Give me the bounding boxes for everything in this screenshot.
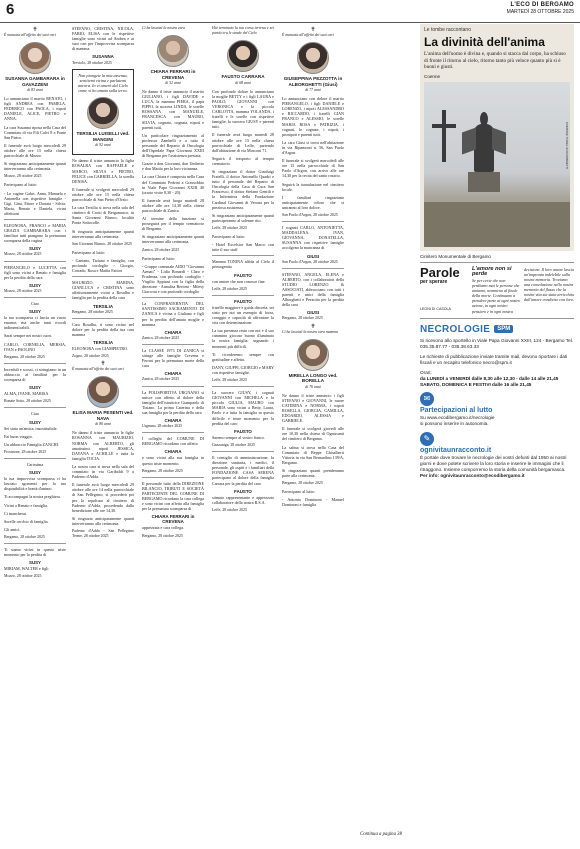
condolence-text: stimato rappresentante e apprezzato collaboratore della nostra R.S.A. xyxy=(212,494,274,505)
condolence-text: con amore che non conosce fine. xyxy=(212,278,266,284)
condolence-text: Mamma TONINA affida al Cielo il primogenito xyxy=(212,259,274,270)
obituary-text: Si ringraziano anticipatamente quanti parteciperanno al solenne rito. xyxy=(212,212,274,223)
obituary-text: Il funerale avrà luogo mercoledì 29 ottobre alle ore 14 nella parrocchiale di San Pellegrino; si procederà poi per la sepoltura al cimitero di Paderno d'Adda, procedendo dalla benedizione alle ore 14,30. xyxy=(72,482,134,513)
condolence-date: Bergamo, 28 ottobre 2025 xyxy=(4,534,45,539)
condolence-text: ELEONORA, FRANCO e MARIA GRAZIA GAMBARARA con i familiari tutti piangono la prematura scomparsa della cugina xyxy=(4,222,66,244)
condolence-name: CHIARA xyxy=(164,417,182,423)
condolence-text: fratello maggiore e guida discreta, sei stato per noi un esempio di forza, coraggio e capacità di affrontare la vita con determinazione. xyxy=(212,304,274,326)
hours-weekend: SABATO, DOMENICA E FESTIVI dalle 16 alle 21,45 xyxy=(420,382,532,388)
condolence-text: Vicini a Renato e famiglia. xyxy=(4,502,48,508)
portrait-photo xyxy=(87,97,119,129)
condolence-date: Mozzo, 28 ottobre 2025 xyxy=(4,288,42,293)
statue-pedestal-shape xyxy=(468,172,500,192)
feature-article xyxy=(420,24,574,251)
divider xyxy=(4,543,66,544)
condolence-name: FAUSTO xyxy=(234,428,252,434)
condolence-date: Bergamo, 28 ottobre 2025 xyxy=(142,468,183,473)
obituary-text: - Gruppo comunale AIDO "Giovanna Armati" - Lidia Bonardi - Claro e Prudenza, con profondo cordoglio - Virgilio Appiani con la figlia della direzione - Annalisa Bertoni - Milesy Giacconi e con profondo cordoglio xyxy=(142,263,204,295)
obituary-text: Si ringraziano anticipatamente quanti interverranno alla cerimonia. xyxy=(4,161,66,172)
obituary-text: Il funerale avrà luogo mercoledì 29 ottobre alle ore 15 nella chiesa parrocchiale di Mozzo. xyxy=(4,142,66,159)
article-lead: L'anima dell'uomo è divina e, quando si stacca dal corpo, ha schiuso di fronte il ritorno al cielo, ritorno tanto più veloce quanto più si è buoni e giusti. xyxy=(424,51,566,71)
condolence-text: STEFANO, ANGELA, ELENA e ALBERTO, con i collaboratori della STUDIO LORENZO & ASSOCIATI, abbracciano con tutti i parenti e unici della famiglia Alborghetti e Pezzotta per la perdita della cara xyxy=(282,271,344,308)
obituary-text: Grazie a don Giovanni, don Umberto e don Mattia per la loro vicinanza. xyxy=(142,161,204,172)
condolence-date: Bergamo, 28 ottobre 2025 xyxy=(4,354,45,359)
condolence-name: GIUSI xyxy=(307,310,319,316)
parole-headline: L'amore non si perde xyxy=(472,265,512,277)
portrait-photo xyxy=(157,35,189,67)
obituary-date: San Paolo d'Argon, 28 ottobre 2025 xyxy=(282,212,338,217)
photo-credit: CORINNE TODEL /CAPAMBRETTI xyxy=(565,121,569,170)
condolence-name: CHIARA xyxy=(164,371,182,377)
condolence-text: Ci mancherai. xyxy=(4,510,27,516)
memorial-verse: Hai terminato la tua corsa terrena e sei partito tra le strade del Cielo xyxy=(212,26,274,36)
obituary-text: La salma si trova nella Casa del Commiato di Beppe Ghisalberti Vittoria in via San Bernardino 139/A, Bergamo. xyxy=(282,444,344,465)
obituary-text: I familiari ringraziano anticipatamente coloro che si uniranno al loro dolore. xyxy=(282,194,344,210)
condolence-text: STEFANO, CRISTINA, NICOLA, FABIO, ELISA con le rispettive famiglie sono vicini ad Andrea e ai suoi cari per l'improvvisa scomparsa di mamma xyxy=(72,26,134,52)
condolence-text: apprezzata e cara collega. xyxy=(142,525,185,531)
condolence-text: ALMA, IVANE, MARISA xyxy=(4,391,49,397)
divider xyxy=(4,219,66,220)
condolence-name: TERSILIA xyxy=(92,340,113,345)
divider xyxy=(4,363,66,364)
obituary-text: - Antonio Dominoni - Manuel Dominoni e famiglia xyxy=(282,497,344,508)
condolence-text: Sei stata un'amica, insostituibile. xyxy=(4,425,58,431)
ogni-vita-text: È portale dove trovare le necrologie dei vostri defunti dal 1950 ai nostri giorni e dove potete scrivere la loro storia e inserire le immagini che li ritraggono. Insieme comporremo la storia della comunità bergamasca. xyxy=(420,454,567,472)
deceased-age: di 68 anni xyxy=(235,80,251,85)
email-info: Le richieste di pubblicazione inviate tramite mail, devono riportare i dati fiscali e un recapito telefonico necro@spm.it xyxy=(420,353,568,365)
obituary-text: - Hotel Excelsior San Marco con tutte il suo staff xyxy=(212,242,274,253)
obituary-text: Il funerale avrà luogo martedì 28 ottobre alle ore 14,30 nella chiesa parrocchiale di Zanica. xyxy=(142,197,204,213)
obituary-text: Ne danno il triste annuncio le figlie ROSANNA con MAURIZIO, NORMA con ALBERTO, gli amatissimi nipoti JESSICA, DAYANA e ACHILLE e tutta la famiglia TOCIA. xyxy=(72,430,134,461)
condolence-text: Ti accompagni la nostra preghiera. xyxy=(4,494,61,500)
obituary-intro: È mancata all'affetto dei suoi cari xyxy=(282,33,334,38)
condolence-name: FAUSTO xyxy=(234,272,252,278)
condolence-date: Urgnano, 28 ottobre 2025 xyxy=(142,424,183,429)
obituary-text: Al termine della funzione si proseguirà per il tempio crematorio di Bergamo. xyxy=(142,216,204,232)
condolence-text: I colleghi del COMUNE DI BERGAMO ricordano con affetto xyxy=(142,436,204,447)
condolence-text: Il personale tutto della DIREZIONE BILANCIO, TRIBUTI E SOCIETÀ PARTECIPATE DEL COMUNE DI BERGAMO ricordano la cara collega e sono vicini con affetto alla famiglia per la prematura scomparsa di xyxy=(142,480,204,512)
obituary-date: Leffe, 28 ottobre 2025 xyxy=(212,225,247,230)
obituary-intro: È mancata all'affetto dei suoi cari xyxy=(4,33,56,38)
condolence-text: Ti ricorderemo sempre con gratitudine e affetto. xyxy=(212,351,274,362)
condolence-text: La CLASSE 1973 DI ZANICA si stringe alle famiglie Crevena e Ferrari per la prematura morte della cara xyxy=(142,347,204,369)
obituary-text: La cara Chiara è composta nella Casa del Commiato Pedrini a Grassobbio in Viale Papa Giovanni XXIII 40 (orario visite 8,30 - 20). xyxy=(142,174,204,195)
condolence-text: CARLO, CORNELIA, MERSIA, IVAN e PAOLINO xyxy=(4,341,66,352)
condolence-text: Increduli e scossi, ci stringiamo in un abbraccio ai familiari per la scomparsa di xyxy=(4,366,66,383)
condolence-text: ELEONORA con GIAMPIETRO. xyxy=(72,346,129,352)
condolence-text: Ti siamo vicini in questo triste momento per la perdita di xyxy=(4,547,66,558)
obituary-text: Il funerale si svolgerà mercoledì 29 ottobre alle ore 15 nella chiesa parrocchiale di San Pietro d'Orzio. xyxy=(72,186,134,203)
condolence-text: La POLISPORTIVA URGNANO si unisce con affetto al dolore della famiglia dell'istruttrice Giampaolo di Tiziano. La prima Caterina e della sua famiglia per la perdita della cara xyxy=(142,389,204,415)
obituary-text: Il funerale si svolgerà mercoledì alle ore 15 nella parrocchiale di San Paolo d'Argon, con arrivo alle ore 14,30 per la recita del santo rosario. xyxy=(282,158,344,179)
condolence-name: FAUSTO xyxy=(234,488,252,494)
condolence-name: CHIARA xyxy=(164,449,182,455)
condolence-date: Frosinone, 28 ottobre 2025 xyxy=(4,449,47,454)
angel-statue-shape xyxy=(474,124,494,172)
divider xyxy=(212,255,274,256)
condolence-date: Bergamo, 28 ottobre 2025 xyxy=(282,316,323,321)
condolence-text: Ciao xyxy=(31,411,39,417)
parole-text-column xyxy=(524,267,574,314)
parole-text: decisione. Il loro amore lascia un'impronta indelebile sulla nostra memoria. Troviamo una consolazione nella nostra memoria del flusso che la nostra vita sia stata arricchita dall'amore condiviso con loro. xyxy=(524,266,574,303)
deceased-age: di 76 anni xyxy=(305,384,321,389)
condolence-date: Gazzaniga, 28 ottobre 2025 xyxy=(212,442,255,447)
cross-icon: ✝ xyxy=(32,27,38,33)
condolence-name: SUSY xyxy=(29,246,41,252)
obituary-text: - Le cugine Gabri, Anna, Manuela e Antonella con rispettive famiglie - Gigi, Gina, Ettore e Donata - Silvia, Maria, Renato e Daniela, vicini affettuosi xyxy=(4,190,66,216)
condolence-name: SUSY xyxy=(29,419,41,425)
obituary-date: Bergamo, 28 ottobre 2025 xyxy=(282,481,323,486)
obituary-text: Partecipano al lutto: xyxy=(212,234,245,240)
condolence-text: la tua scomparsa ci lascia un vuoto enorme, ma anche tanti ricordi indimenticabili. xyxy=(4,315,66,331)
obituary-text: Si ringrazia anticipatamente quanti interverranno alla cerimonia. xyxy=(72,515,134,526)
condolence-icon: ✉ xyxy=(420,392,434,406)
obituary-text: - Gaetano, Tiziano e famiglia, con profondo cordoglio - Giorgio, Corrado, Rosa e Mattia Fattori xyxy=(72,257,134,274)
parole-title: Parole xyxy=(420,264,460,280)
cross-icon: ✝ xyxy=(310,27,316,33)
obituary-text: Ne danno il triste annuncio il marito GIULIANO, i figli DAVIDE e LUCA, la mamma PIERA, il papà PIPPO, la suocera LINDA, le sorelle ROSSANA con MANUELE, FRANCESCA con MAURO, SILVIA, cognato, cognata, nipoti e parenti tutti. xyxy=(142,89,204,130)
obituary-text: Un particolare ringraziamento al professor Zambelli e a tutto il personale del Reparto di Oncologia dell'Ospedale Papa Giovanni XXIII di Bergamo per l'assistenza prestata. xyxy=(142,132,204,159)
portrait-photo xyxy=(19,42,51,74)
deceased-age: di 52 anni xyxy=(165,80,181,85)
condolence-name: SUSY xyxy=(29,309,41,315)
obituary-column-4 xyxy=(212,26,274,844)
condolence-name: SUSANNA xyxy=(92,54,114,60)
condolence-date: Mozzo, 28 ottobre 2025 xyxy=(4,252,42,257)
deceased-name: GIUSEPPINA PEZZOTTA in ALBORGHETTI (Giusi) xyxy=(283,76,343,87)
condolence-text: Sarai sempre nei nostri cuori. xyxy=(4,333,53,339)
ogni-vita-contact[interactable]: Per info: ognivitaunracconto@ecodibergamo.it xyxy=(420,472,525,478)
condolence-date: Leffe, 28 ottobre 2025 xyxy=(212,378,247,382)
divider xyxy=(142,477,204,478)
portrait-photo xyxy=(297,42,329,74)
obituary-text: Seguirà il trasporto al tempio crematorio. xyxy=(212,155,274,166)
obituary-text: Partecipano al lutto: xyxy=(4,182,37,188)
sidebar-right xyxy=(420,24,574,483)
condolence-date: Leffe, 28 ottobre 2025 xyxy=(212,507,247,512)
necrologie-title: NECROLOGIE xyxy=(420,323,491,335)
obituary-text: Lo annunciano con dolore il marito PIERANGELO, i figli DANIELE e LORENZO, i nipoti ALESSANDRO e RICCARDO, i fratelli GIAN FRANCO e ALESSIO, le sorelle MARIA ROSA e PATRIZIA, i cognati, le cognate, i nipoti, i pronipoti e parenti tutti. xyxy=(282,96,344,137)
condolence-text: I cognati CARLO, ANTONIETTA, MADDALENA, IVAN, GIOVANNA, DONATELLA, SUSANNA con rispettive famiglie accolgono la mancanza di xyxy=(282,225,344,251)
condolence-text: Carissima xyxy=(26,461,44,467)
condolence-text: Ciao xyxy=(31,301,39,306)
obituary-text: Si ringraziano il dottor Gianluigi Fratelli, il dottor Antonello Quadri e tutto il personale del Reparto di Oncologia della Casa di Cura San Francesco, il dottor Stefano Gentili e la Infermiera della Fondazione Cardinal Giovanni di Verona per la preziosa assistenza. xyxy=(212,169,274,210)
portrait-photo xyxy=(227,40,259,72)
article-author: Coenne xyxy=(424,73,441,79)
hours-weekdays: da LUNEDÌ a VENERDÌ dalle 8,30 alle 12,30 - dalle 14 alle 21,45 xyxy=(420,376,559,382)
cross-statue-shape xyxy=(432,124,456,128)
condolence-text: Il consiglio di amministrazione, la direzione sanitaria, i medici, il personale, gli ospiti e i familiari della FONDAZIONE CASA SERENA partecipano al dolore della famiglia Carrara per la perdita del caro xyxy=(212,455,274,486)
necrologie-info xyxy=(420,338,574,479)
parole-heading-block xyxy=(420,264,468,314)
obituary-column-3 xyxy=(142,26,204,844)
continued-on-page: Continua a pagina 38 xyxy=(360,832,402,837)
obituary-intro: Ci ha lasciati la nostra cara xyxy=(142,26,185,30)
spm-logo: SPM xyxy=(494,325,513,333)
cross-icon: ✝ xyxy=(310,323,316,330)
deceased-name: CHIARA FERRARI in CREVENA xyxy=(150,69,196,80)
obituary-text: Ne danno il triste annuncio la figlia ROSALBA con RAFFAELE e MARCO, SILVIA e PIETRO, FELICE con GABRIELLA, la sorella DENISA. xyxy=(72,158,134,184)
obituary-intro: Ci ha lasciati la nostra cara mamma xyxy=(282,329,338,334)
condolence-date: Treviolo, 28 ottobre 2025 xyxy=(72,60,112,65)
deceased-name: TERSILIA LUISELLI ved. MANGINI xyxy=(76,131,130,142)
condolence-date: San Paolo d'Argon, 28 ottobre 2025 xyxy=(282,259,338,264)
deceased-age: di 86 anni xyxy=(95,422,111,427)
divider xyxy=(212,295,274,296)
divider xyxy=(72,318,134,319)
obituary-column-5 xyxy=(282,26,344,832)
obituary-text: Ne danno il triste annuncio i figli STEFANO e GIOVANNI, le nuore CATERINA e NORMA, i nipoti ROSELLA, GIORGIA, CAMILLA, EDOARDO, ALESSIA e GABRIELE. xyxy=(282,392,344,424)
page-number: 6 xyxy=(6,1,15,18)
divider xyxy=(282,268,344,269)
condolence-date: Leffe, 28 ottobre 2025 xyxy=(212,286,247,291)
obituary-text: La nostra cara si trova nella sala del commiato in via Garibaldi 9 a Paderno d'Adda. xyxy=(72,463,134,480)
obituary-text: Si ringraziano anticipatamente quanti interverranno alla cerimonia. xyxy=(142,234,204,245)
condolence-text: Un abbraccio Famiglia ZANCHI. xyxy=(4,441,60,447)
condolence-date: Zanica, 28 ottobre 2025 xyxy=(142,377,180,382)
obituary-intro: È mancata all'affetto dei suoi cari xyxy=(72,367,124,372)
condolence-text: Sorelle cerchio di famiglia. xyxy=(4,518,49,524)
hours-label: Orari: xyxy=(420,370,432,375)
divider xyxy=(4,407,66,408)
condolence-name: FAUSTO xyxy=(234,298,252,304)
condolence-text: La CONFRATERNITA DEL SANTISSIMO SACRAMENTO DI ZANICA è vicina a Giuliano e figli per la perdita dell'amata moglie e mamma xyxy=(142,301,204,327)
divider xyxy=(142,297,204,298)
condolence-text: Saremo sempre al vostro fianco. xyxy=(212,434,265,440)
parole-per-sperare xyxy=(420,263,574,319)
deceased-name: FAUSTO CARRARA xyxy=(221,74,265,80)
condolence-text: la tua improvvisa scomparsa ci ha lasciato sgomenti per la tua disponibilità e bontà d'animo. xyxy=(4,476,66,492)
deceased-name: ELISA MARIA PESENTI ved. NAVA xyxy=(72,410,134,421)
condolence-name: TERSILIA xyxy=(92,303,113,309)
condolence-text: e sono vicini alla sua famiglia in questo triste momento. xyxy=(142,455,204,466)
condolence-date: Zanica, 28 ottobre 2025 xyxy=(142,335,180,340)
condolence-text: MIRIAM, WALTER e figli xyxy=(4,566,49,572)
obituary-text: Partecipano al lutto: xyxy=(282,489,315,495)
condolence-text: Gli amici. xyxy=(4,526,21,532)
deceased-name: SUSANNA GAMBARARA in GAVAZZENI xyxy=(5,76,65,87)
condolence-text: PIERANGELO e LUCETTA con figli sono vicini a Renato e famiglia per la perdita della cara xyxy=(4,264,66,280)
deceased-age: di 83 anni xyxy=(27,88,43,92)
condolence-text: La tua presenza resta con noi e il suo cammino giocoso buono illuminato la nostra famiglia, segnando i momenti più difficili. xyxy=(212,328,274,349)
page-header xyxy=(0,0,580,23)
divider xyxy=(282,221,344,222)
angel-wing-shape xyxy=(492,127,506,154)
condolence-date: Bergamo, 28 ottobre 2025 xyxy=(72,309,113,314)
obituary-text: La cara Tersilia si trova nella sala del cimitero di Crotti di Bergamasco, in Santa Giovanni Bianco, località Ponte Sottocolle. xyxy=(72,205,134,226)
cross-statue-shape xyxy=(442,110,446,162)
deceased-age: di 92 anni xyxy=(95,143,111,148)
condolence-name: SUSY xyxy=(29,282,41,288)
condolence-date: Zogno, 28 ottobre 2025 xyxy=(72,354,109,359)
condolence-name: GIUSI xyxy=(307,253,319,259)
article-kicker: Le tombe raccontano xyxy=(424,27,471,33)
obituary-text: Partecipano al lutto: xyxy=(142,255,175,261)
partecipazioni-text: si possono inserire in autonomia. xyxy=(420,421,489,427)
obituary-text: La cara Susanna riposa nella Casa del Commiato di via Fili Calvi 8 a Ponte San Pietro. xyxy=(4,124,66,140)
memorial-verse: Non piangete la mia assenza, sentitemi vicina e parlatemi ancora. Io vi amerò dal Cielo come vi ho amato sulla terra. xyxy=(78,72,128,94)
cemetery-photo xyxy=(424,82,570,247)
divider xyxy=(212,451,274,452)
parole-text-column xyxy=(472,267,520,314)
obituary-box xyxy=(72,69,134,156)
article-title: La divinità dell'anima xyxy=(424,35,545,49)
condolence-text: Cara Rosalba, ti sono vicino nel dolore per la perdita della tua cara mamma xyxy=(72,321,134,337)
story-icon: ✎ xyxy=(420,432,434,446)
parole-author: LEONI DI CASOLA xyxy=(420,306,451,311)
deceased-name: MIRELLA LONGO ved. BORELLA xyxy=(288,372,338,384)
ogni-vita-title[interactable]: ognivitaunracconto.it xyxy=(420,446,492,454)
condolence-text: DANY, GIUPPI, GIORGIO e MARY con rispettive famiglie. xyxy=(212,364,274,375)
deceased-age: di 77 anni xyxy=(305,88,321,92)
ground-shape xyxy=(424,202,570,247)
obituary-text: Lo annunciano il marito RENATO, i figli ANDREA con PAMELA, FEDERICO con PAOLA, i nipoti DANIELE, ALICE, PIETRO e ANNA. xyxy=(4,96,66,122)
condolence-name: SUSY xyxy=(29,470,41,476)
condolence-text: Fai buon viaggio. xyxy=(4,433,33,439)
obituary-text: Con profondo dolore lo annunciano la moglie BETTY e i figli LAURA e PAOLO, GIOVANNI con VERONICA e la piccola CARLOTTA, mamma YOLANDA, i fratelli e le sorelle con rispettive famiglie, la suocera GIUSY e parenti tutti. xyxy=(212,88,274,130)
obituary-date: Paderno d'Adda - San Pellegrino Terme, 28 ottobre 2025 xyxy=(72,528,134,539)
newspaper-masthead xyxy=(507,2,574,16)
divider xyxy=(4,458,66,459)
divider xyxy=(4,261,66,262)
obituary-text: Il funerale avrà luogo martedì 28 ottobre alle ore 15 nella chiesa parrocchiale di Leffe, partendo dall'abitazione di via Mosconi 71. xyxy=(212,132,274,153)
condolence-name: SUSY xyxy=(29,560,41,566)
opening-hours xyxy=(420,370,574,388)
newspaper-name: L'ECO DI BERGAMO xyxy=(510,2,574,8)
obituary-date: Mozzo, 28 ottobre 2025 xyxy=(4,174,42,179)
obituary-text: Seguirà la tumulazione nel cimitero locale. xyxy=(282,181,344,192)
obituary-text: Si ringrazia anticipatamente quanti interverranno alla cerimonia. xyxy=(72,228,134,239)
obituary-date: Zanica, 28 ottobre 2025 xyxy=(142,247,180,252)
partecipazioni-title: Partecipazioni al lutto xyxy=(420,407,493,415)
office-address: Si ricevono allo sportello in Viale Papa Giovanni XXIII, 124 - Bergamo Tel. 035.35.87.77 - 035.38.63.33 xyxy=(420,337,574,349)
parole-text: Se per certe che non perdiamo mai le persone che amiamo, nemmeno al finale della morte. Continuano a prendere parte ai ogni nostro azione, in ogni nostro pensiero e in ogni nostra xyxy=(472,277,520,314)
portrait-photo xyxy=(87,376,119,408)
necrologie-header xyxy=(420,324,574,335)
obituary-text: La cara Giusi si trova nell'abitazione in via Ripamonti n. 56, San Paolo d'Argon. xyxy=(282,139,344,156)
condolence-name: SUSY xyxy=(29,385,41,391)
obituary-column-2 xyxy=(72,26,134,844)
divider xyxy=(212,386,274,387)
divider xyxy=(142,344,204,345)
condolence-name: CHIARA FERRARI in CREVENA xyxy=(151,514,195,525)
obituary-column-1 xyxy=(4,26,66,844)
divider xyxy=(72,276,134,277)
condolence-name: CHIARA xyxy=(164,329,182,335)
issue-date: MARTEDÌ 28 OTTOBRE 2025 xyxy=(506,9,574,15)
photo-caption: Cimitero Monumentale di Bergamo xyxy=(420,251,574,263)
parole-subtitle: per sperare xyxy=(420,278,448,285)
condolence-date: Bonate Sotto, 28 ottobre 2025 xyxy=(4,399,51,404)
obituary-text: Si ringraziano quanti prenderanno parte alla cerimonia. xyxy=(282,467,344,478)
divider xyxy=(4,297,66,298)
condolence-text: MAURIZIO, MARINA, GIANLUCA e CRISTINA sono affettuosamente vicini a Rosalba e famiglia per la perdita della cara xyxy=(72,280,134,301)
obituary-text: Il funerale si svolgerà giovedì alle ore 10,30 nella chiesa di Ognissanti del cimitero di Bergamo. xyxy=(282,426,344,442)
divider xyxy=(142,386,204,387)
obituary-text: Partecipano al lutto: xyxy=(72,249,105,255)
portrait-photo xyxy=(297,339,329,371)
cross-icon: ✝ xyxy=(100,361,106,368)
condolence-date: Bergamo, 28 ottobre 2025 xyxy=(142,533,183,538)
condolence-date: Mozzo, 28 ottobre 2025 xyxy=(4,574,42,579)
condolence-text: La suocera GIUSY, i cognati GIOVANNI con MICHELA e la piccola GIULIA, MAURO con MARIA sono vicini a Betty, Laura, Paolo e a tutta la famiglia in questo difficile e triste momento per la perdita del caro xyxy=(212,390,274,426)
divider xyxy=(142,432,204,433)
partecipazioni-link[interactable]: Su www.ecodibergamo.it/necrologie xyxy=(420,415,495,421)
obituary-date: San Giovanni Bianco, 28 ottobre 2025 xyxy=(72,241,132,246)
